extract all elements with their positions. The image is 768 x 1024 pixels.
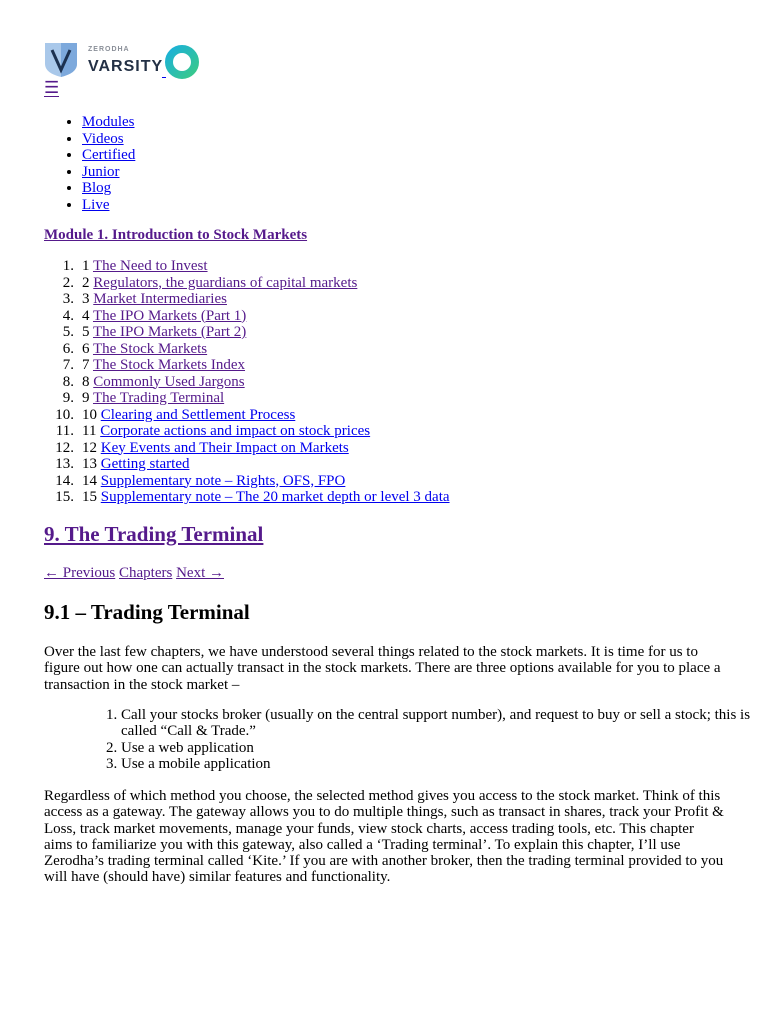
chapter-number: 15.: [55, 489, 74, 505]
chapter-link[interactable]: Supplementary note – Rights, OFS, FPO: [100, 472, 346, 489]
chapter-link[interactable]: Corporate actions and impact on stock prices: [100, 423, 371, 439]
chapter-prefix: 3: [82, 291, 90, 307]
chapter-number: 12.: [55, 439, 74, 456]
chapter-item: [55, 423, 450, 440]
chapters-link[interactable]: Chapters: [119, 565, 173, 581]
varsity-ring-logo-icon[interactable]: [164, 44, 200, 80]
chapter-prefix: 1: [82, 258, 90, 274]
chapter-heading-link[interactable]: 9. The Trading Terminal: [44, 522, 264, 546]
chapter-prefix: 7: [82, 357, 90, 373]
chapter-item: [62, 274, 450, 292]
chapter-item: [62, 307, 450, 325]
chapter-link[interactable]: Supplementary note – The 20 market depth or level 3 data: [100, 489, 450, 505]
list-item: 1. Call your stocks broker (usually on the central support number), and request to buy or sell a stock; this is called “Call & Trade.”: [121, 707, 768, 740]
nav-item-modules: [82, 114, 135, 131]
chapter-link[interactable]: Key Events and Their Impact on Markets: [100, 439, 349, 456]
nav-item-live: [82, 197, 135, 214]
chapter-item: [55, 439, 450, 457]
chapter-item: [55, 472, 450, 490]
chapter-number: 7.: [62, 357, 74, 373]
chapter-number: 10.: [55, 406, 74, 423]
chapter-link[interactable]: Market Intermediaries: [93, 291, 227, 307]
chapter-list: [44, 258, 450, 506]
chapter-item: [62, 291, 450, 308]
brand-varsity-label: VARSITY: [88, 58, 164, 75]
nav-link-live[interactable]: Live: [82, 196, 110, 213]
chapter-link[interactable]: The Trading Terminal: [92, 390, 225, 406]
chapter-item: [62, 373, 450, 391]
chapter-number: 2.: [62, 274, 74, 291]
chapter-link[interactable]: Getting started: [100, 456, 190, 472]
chapter-number: 11.: [55, 423, 74, 439]
chapter-item: [55, 456, 450, 473]
chapter-number: 4.: [62, 307, 74, 324]
varsity-shield-logo-icon[interactable]: [44, 42, 78, 78]
chapter-number: 6.: [62, 340, 74, 357]
brand-zerodha-label: ZERODHA: [88, 46, 130, 53]
chapter-prefix: 12: [82, 439, 97, 456]
nav-item-videos: [82, 131, 135, 148]
gateway-paragraph: Regardless of which method you choose, the selected method gives you access to the stock market. Think of this access as a gateway. The gateway allows you to do multiple things, such as transact in shares, track your Profit & Loss, track market movements, manage your funds, view stock charts, access trading tools, etc. This chapter aims to familiarize you with this gateway, also called a ‘Trading terminal’. To explain this chapter, I’ll use Zerodha’s trading terminal called ‘Kite.’ If you are with another broker, then the trading terminal provided to you will have (should have) similar features and functionality.: [44, 788, 724, 886]
chapter-item: [55, 489, 450, 506]
chapter-number: 3.: [62, 291, 74, 307]
list-item: 3. Use a mobile application: [121, 756, 768, 772]
chapter-prefix: 11: [82, 423, 97, 439]
hamburger-menu-icon[interactable]: ☰: [44, 78, 60, 97]
chapter-prefix: 4: [82, 307, 90, 324]
chapter-link[interactable]: Clearing and Settlement Process: [100, 406, 296, 423]
chapter-number: 14.: [55, 472, 74, 489]
chapter-number: 5.: [62, 324, 74, 340]
nav-link-videos[interactable]: Videos: [82, 130, 124, 147]
chapter-item: [62, 324, 450, 341]
nav-item-certified: [82, 147, 135, 164]
chapter-prefix: 13: [82, 456, 97, 472]
chapter-link[interactable]: The Need to Invest: [92, 258, 208, 274]
site-header: [44, 42, 204, 80]
nav-item-blog: [82, 180, 135, 197]
chapter-heading: [44, 522, 263, 547]
chapter-item: [62, 357, 450, 374]
chapter-prefix: 14: [82, 472, 97, 489]
chapter-prefix: 6: [82, 340, 90, 357]
chapter-number: 1.: [62, 258, 74, 274]
chapter-prefix: 15: [82, 489, 97, 505]
logo-link-underline: [162, 77, 166, 78]
chapter-pager: [44, 565, 224, 582]
chapter-link[interactable]: The Stock Markets: [92, 340, 208, 357]
chapter-item: [62, 340, 450, 358]
chapter-link[interactable]: Regulators, the guardians of capital markets: [93, 274, 358, 291]
module-title-link[interactable]: Module 1. Introduction to Stock Markets: [44, 227, 308, 243]
intro-paragraph: Over the last few chapters, we have understood several things related to the stock markets. It is time for us to figure out how one can actually transact in the stock markets. There are three options available for you to place a transaction in the stock market –: [44, 644, 721, 693]
chapter-prefix: 10: [82, 406, 97, 423]
chapter-number: 9.: [62, 390, 74, 406]
next-chapter-link[interactable]: Next →: [176, 565, 224, 581]
transaction-options-list: [44, 707, 768, 772]
chapter-link[interactable]: The IPO Markets (Part 1): [92, 307, 247, 324]
nav-link-modules[interactable]: Modules: [82, 114, 135, 130]
list-item: 2. Use a web application: [121, 740, 768, 756]
chapter-prefix: 2: [82, 274, 90, 291]
chapter-prefix: 8: [82, 373, 90, 390]
chapter-number: 13.: [55, 456, 74, 472]
chapter-item: [55, 406, 450, 424]
section-heading: 9.1 – Trading Terminal: [44, 600, 250, 624]
nav-link-blog[interactable]: Blog: [82, 180, 112, 197]
previous-chapter-link[interactable]: ← Previous: [44, 565, 116, 581]
chapter-prefix: 9: [82, 390, 90, 406]
chapter-number: 8.: [62, 373, 74, 390]
chapter-link[interactable]: The IPO Markets (Part 2): [92, 324, 247, 340]
chapter-prefix: 5: [82, 324, 90, 340]
chapter-item: [62, 390, 450, 407]
top-navigation: [44, 114, 135, 214]
nav-item-junior: [82, 164, 135, 181]
chapter-link[interactable]: Commonly Used Jargons: [93, 373, 245, 390]
nav-link-junior[interactable]: Junior: [82, 163, 120, 180]
nav-link-certified[interactable]: Certified: [82, 147, 136, 164]
chapter-item: [62, 258, 450, 275]
chapter-link[interactable]: The Stock Markets Index: [92, 357, 246, 373]
